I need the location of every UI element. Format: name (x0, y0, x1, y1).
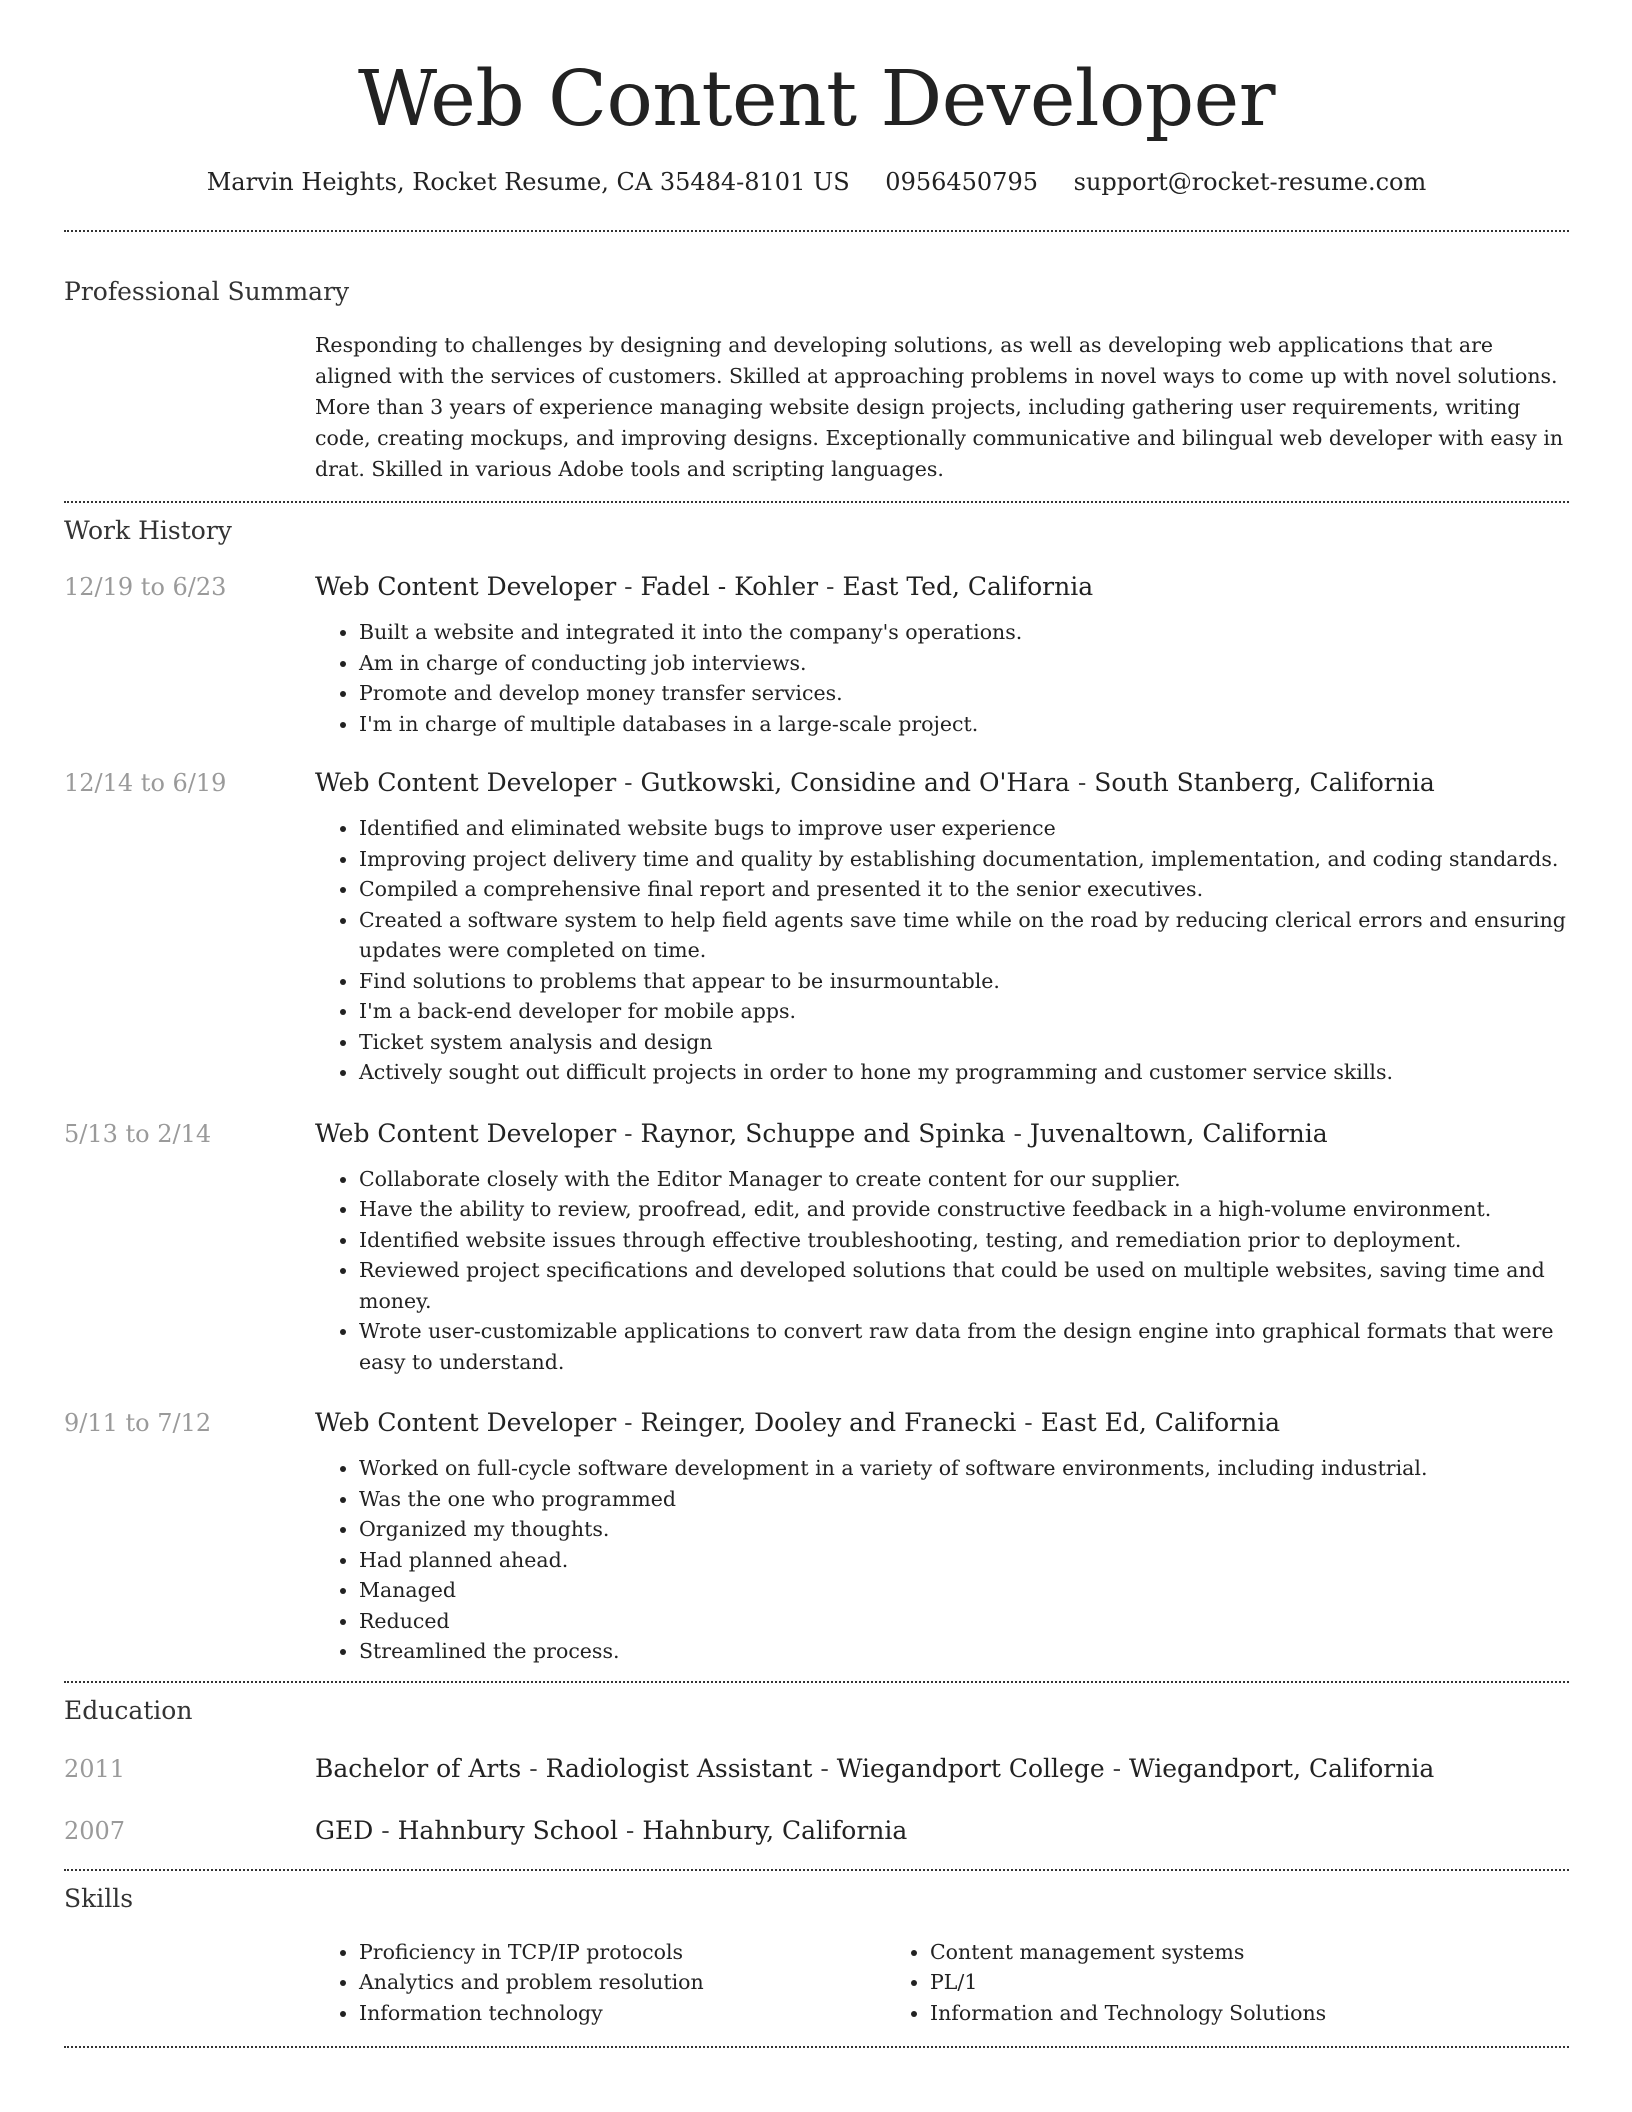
skills-list (315, 1937, 1569, 2029)
job-heading: Web Content Developer - Gutkowski, Considine and O'Hara - South Stanberg, California (315, 768, 1435, 797)
education-year: 2007 (64, 1816, 126, 1845)
summary-text: Responding to challenges by designing and developing solutions, as well as developing web applications that are aligned with the services of customers. Skilled at approaching problems in novel ways to come up with novel solutions. More than 3 years of experience managing website design projects, including gathering user requirements, writing code, creating mockups, and improving designs. Exceptionally communicative and bilingual web developer with easy in drat. Skilled in various Adobe tools and scripting languages. (315, 333, 1564, 481)
skill-item: • Information technology (359, 1998, 886, 2029)
job-role: Web Content Developer (315, 1118, 617, 1148)
list-item: • Compiled a comprehensive final report and presented it to the senior executives. (359, 874, 1569, 905)
list-item: • Improving project delivery time and quality by establishing documentation, implementation, and coding standards. (359, 844, 1569, 875)
list-item: • Reviewed project specifications and developed solutions that could be used on multiple websites, saving time and money. (359, 1255, 1569, 1316)
job-company: Raynor, Schuppe and Spinka (640, 1118, 1006, 1148)
education-location: Wiegandport, California (1128, 1753, 1435, 1783)
list-item: • Collaborate closely with the Editor Manager to create content for our supplier. (359, 1164, 1569, 1195)
education-school: Hahnbury School (397, 1815, 618, 1845)
list-item: • Built a website and integrated it into the company's operations. (359, 617, 1569, 648)
list-item: • Worked on full-cycle software development in a variety of software environments, including industrial. (359, 1453, 1569, 1484)
list-item: • I'm a back-end developer for mobile apps. (359, 996, 1569, 1027)
contact-line (64, 166, 1569, 198)
job-location: East Ed, California (1040, 1408, 1281, 1437)
skill-item: • Information and Technology Solutions (930, 1998, 1457, 2029)
list-item: • Organized my thoughts. (359, 1514, 1569, 1545)
list-item: • Was the one who programmed (359, 1484, 1569, 1515)
job-bullets (315, 617, 1569, 739)
skills-column (315, 1937, 886, 2029)
skill-item: • Analytics and problem resolution (359, 1967, 886, 1998)
job-bullets (315, 813, 1569, 1088)
job-role: Web Content Developer (315, 768, 617, 797)
education-year: 2011 (64, 1754, 126, 1783)
job-heading: Web Content Developer - Reinger, Dooley and Franecki - East Ed, California (315, 1408, 1281, 1437)
section-title-education: Education (64, 1695, 193, 1725)
job-entry (64, 767, 1569, 1088)
list-item: • Have the ability to review, proofread, edit, and provide constructive feedback in a high-volume environment. (359, 1194, 1569, 1225)
job-role: Web Content Developer (315, 572, 617, 601)
list-item: • Ticket system analysis and design (359, 1027, 1569, 1058)
job-heading: Web Content Developer - Raynor, Schuppe and Spinka - Juvenaltown, California (315, 1118, 1328, 1148)
list-item: • Am in charge of conducting job interviews. (359, 648, 1569, 679)
list-item: • Promote and develop money transfer services. (359, 678, 1569, 709)
list-item: • Streamlined the process. (359, 1636, 1569, 1667)
job-dates: 12/14 to 6/19 (64, 769, 227, 797)
job-location: East Ted, California (842, 572, 1094, 601)
education-entry (64, 1753, 1569, 1785)
job-bullets (315, 1453, 1569, 1667)
list-item: • Wrote user-customizable applications to convert raw data from the design engine into graphical formats that were easy to understand. (359, 1316, 1569, 1377)
job-role: Web Content Developer (315, 1408, 617, 1437)
education-field: Radiologist Assistant (545, 1753, 813, 1783)
job-heading: Web Content Developer - Fadel - Kohler - East Ted, California (315, 572, 1094, 601)
education-degree: GED (315, 1815, 374, 1845)
education-entry (64, 1815, 1569, 1847)
divider (64, 1869, 1569, 1871)
list-item: • Reduced (359, 1606, 1569, 1637)
job-dates: 12/19 to 6/23 (64, 573, 227, 601)
contact-address: Marvin Heights, Rocket Resume, CA 35484-8101 US (206, 168, 850, 196)
education-heading: GED - Hahnbury School - Hahnbury, California (315, 1815, 908, 1845)
education-heading: Bachelor of Arts - Radiologist Assistant - Wiegandport College - Wiegandport, California (315, 1753, 1435, 1783)
list-item: • Identified website issues through effective troubleshooting, testing, and remediation prior to deployment. (359, 1225, 1569, 1256)
divider (64, 2046, 1569, 2048)
job-entry (64, 1118, 1569, 1378)
skill-item: • Content management systems (930, 1937, 1457, 1968)
list-item: • I'm in charge of multiple databases in a large-scale project. (359, 709, 1569, 740)
contact-phone: 0956450795 (885, 168, 1038, 196)
job-company: Fadel - Kohler (640, 572, 819, 601)
list-item: • Identified and eliminated website bugs to improve user experience (359, 813, 1569, 844)
job-company: Reinger, Dooley and Franecki (640, 1408, 1017, 1437)
list-item: • Managed (359, 1575, 1569, 1606)
skill-item: • Proficiency in TCP/IP protocols (359, 1937, 886, 1968)
resume-title: Web Content Developer (357, 55, 1276, 144)
contact-email: support@rocket-resume.com (1073, 168, 1427, 196)
job-dates: 5/13 to 2/14 (64, 1119, 212, 1148)
list-item: • Actively sought out difficult projects in order to hone my programming and customer service skills. (359, 1057, 1569, 1088)
job-entry (64, 1407, 1569, 1667)
job-dates: 9/11 to 7/12 (64, 1409, 212, 1437)
education-school: Wiegandport College (836, 1753, 1105, 1783)
skills-column (886, 1937, 1457, 2029)
list-item: • Find solutions to problems that appear to be insurmountable. (359, 966, 1569, 997)
list-item: • Created a software system to help field agents save time while on the road by reducing clerical errors and ensuring updates were completed on time. (359, 905, 1569, 966)
divider (64, 501, 1569, 503)
section-title-summary: Professional Summary (64, 277, 350, 306)
list-item: • Had planned ahead. (359, 1545, 1569, 1576)
job-location: Juvenaltown, California (1029, 1118, 1328, 1148)
education-degree: Bachelor of Arts (315, 1753, 522, 1783)
skill-item: • PL/1 (930, 1967, 1457, 1998)
section-title-skills: Skills (64, 1883, 134, 1913)
section-title-work-history: Work History (64, 516, 232, 545)
education-location: Hahnbury, California (642, 1815, 908, 1845)
job-company: Gutkowski, Considine and O'Hara (640, 768, 1070, 797)
job-entry (64, 571, 1569, 739)
divider (64, 1681, 1569, 1683)
job-location: South Stanberg, California (1094, 768, 1435, 797)
job-bullets (315, 1164, 1569, 1378)
